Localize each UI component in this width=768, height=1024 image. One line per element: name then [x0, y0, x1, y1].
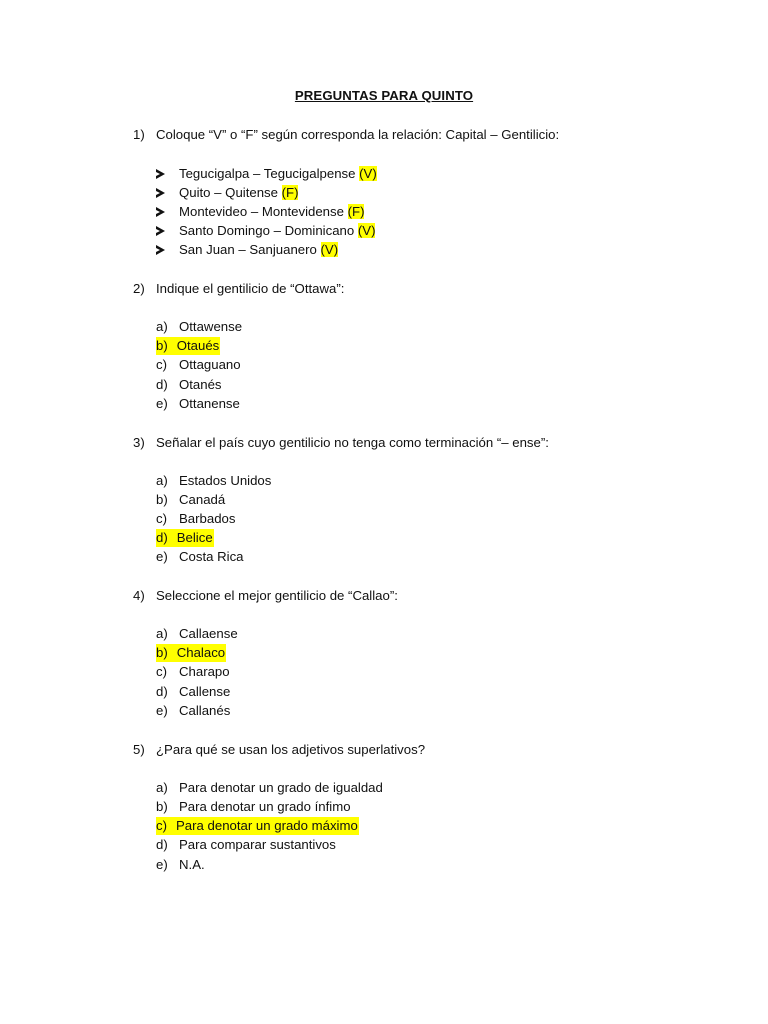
item-text: Santo Domingo – Dominicano — [179, 223, 355, 238]
question-text: ¿Para qué se usan los adjetivos superlativos? — [156, 742, 426, 757]
option-letter: c) — [156, 818, 167, 833]
question-number: 4) — [133, 588, 145, 603]
option-letter: d) — [156, 377, 168, 392]
option-text: Chalaco — [176, 645, 226, 660]
option-letter: b) — [156, 799, 168, 814]
question-number: 1) — [133, 127, 145, 142]
question-number: 5) — [133, 742, 145, 757]
option-letter: e) — [156, 396, 168, 411]
option-letter: e) — [156, 549, 168, 564]
question-text: Indique el gentilicio de “Ottawa”: — [156, 281, 345, 296]
question-text: Coloque “V” o “F” según corresponda la relación: Capital – Gentilicio: — [156, 127, 560, 142]
option-text: Callanés — [179, 703, 231, 718]
option-letter: c) — [156, 357, 167, 372]
item-text: San Juan – Sanjuanero — [179, 242, 317, 257]
question-text: Señalar el país cuyo gentilicio no tenga como terminación “– ense”: — [156, 435, 549, 450]
option-text: Callense — [179, 684, 231, 699]
option-letter: c) — [156, 664, 167, 679]
option-text: Charapo — [179, 664, 230, 679]
option-text: Para denotar un grado ínfimo — [179, 799, 351, 814]
option-text: Para comparar sustantivos — [179, 837, 336, 852]
answer-mark: (F) — [281, 185, 299, 200]
option-letter: a) — [156, 473, 168, 488]
option-text: Ottaguano — [179, 357, 241, 372]
option-letter: e) — [156, 703, 168, 718]
option-letter: b) — [156, 492, 168, 507]
option-letter: d) — [156, 837, 168, 852]
page-title: PREGUNTAS PARA QUINTO — [294, 88, 474, 103]
option-letter: a) — [156, 319, 168, 334]
option-text: Barbados — [179, 511, 236, 526]
question-text: Seleccione el mejor gentilicio de “Callao”: — [156, 588, 398, 603]
option-letter: a) — [156, 626, 168, 641]
option-letter: d) — [156, 684, 168, 699]
option-text: Canadá — [179, 492, 226, 507]
option-text: Para denotar un grado máximo — [176, 818, 358, 833]
arrow-bullet-icon — [156, 226, 165, 236]
option-text: Costa Rica — [179, 549, 244, 564]
option-text: Otaués — [176, 338, 220, 353]
option-letter: e) — [156, 857, 168, 872]
option-text: Ottawense — [179, 319, 243, 334]
option-letter: b) — [156, 338, 168, 353]
option-text: Belice — [176, 530, 213, 545]
item-text: Quito – Quitense — [179, 185, 278, 200]
arrow-bullet-icon — [156, 207, 165, 217]
arrow-bullet-icon — [156, 188, 165, 198]
arrow-bullet-icon — [156, 169, 165, 179]
option-letter: c) — [156, 511, 167, 526]
option-text: N.A. — [179, 857, 205, 872]
option-text: Ottanense — [179, 396, 240, 411]
answer-mark: (V) — [320, 242, 339, 257]
option-letter: d) — [156, 530, 168, 545]
option-text: Estados Unidos — [179, 473, 272, 488]
item-text: Tegucigalpa – Tegucigalpense — [179, 166, 356, 181]
option-letter: b) — [156, 645, 168, 660]
question-number: 2) — [133, 281, 145, 296]
option-text: Callaense — [179, 626, 238, 641]
option-letter: a) — [156, 780, 168, 795]
item-text: Montevideo – Montevidense — [179, 204, 344, 219]
arrow-bullet-icon — [156, 245, 165, 255]
option-text: Para denotar un grado de igualdad — [179, 780, 383, 795]
option-text: Otanés — [179, 377, 222, 392]
answer-mark: (V) — [357, 223, 376, 238]
answer-mark: (F) — [347, 204, 365, 219]
answer-mark: (V) — [359, 166, 377, 181]
question-number: 3) — [133, 435, 145, 450]
